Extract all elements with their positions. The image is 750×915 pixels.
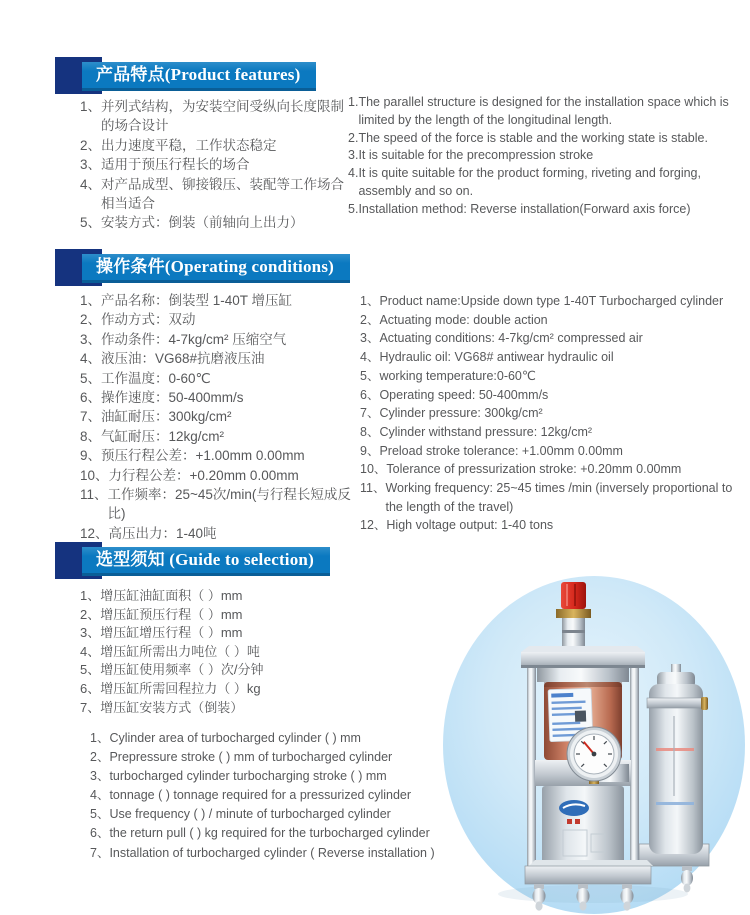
list-item [80,310,364,329]
item-number: 6、 [90,826,110,841]
item-text: Cylinder pressure: 300kg/cm² [379,406,543,421]
item-number: 1、 [90,731,110,745]
tie-rod-right [630,668,639,880]
item-number: 3、 [90,769,110,784]
list-item [90,767,488,786]
item-number: 3、 [80,157,102,173]
list-item [80,587,364,606]
item-text: Actuating mode: double action [379,312,548,327]
item-text: Installation method: Reverse installation(Forward axis force) [358,201,691,216]
item-number: 2. [348,130,359,145]
item-text: 高压出力：1-40吨 [108,525,217,541]
list-item [90,805,488,824]
item-text: 增压缸所需出力吨位（ ）吨 [100,643,260,659]
item-text: Preload stroke tolerance: +1.00mm 0.00mm [379,443,623,458]
list-item [360,404,742,423]
accumulator-tank [639,664,709,893]
item-number: 12、 [80,525,109,541]
item-number: 4. [348,166,359,181]
list-item [80,485,364,524]
item-number: 5、 [80,662,101,678]
list-item [80,155,350,174]
list-item [80,643,364,662]
item-text: Tolerance of pressurization stroke: +0.20mm 0.00mm [386,462,682,477]
list-item [360,479,742,516]
item-number: 10、 [360,462,387,477]
list-item [348,130,738,148]
item-number: 5、 [90,807,110,822]
item-number: 4、 [80,643,101,659]
item-number: 1. [348,95,359,109]
item-text: Use frequency ( ) / minute of turbocharged cylinder [109,807,391,822]
item-number: 8、 [80,428,102,444]
item-number: 5、 [80,370,102,386]
list-item [80,97,350,136]
list-item [348,94,738,130]
guide-selection-en-list [90,729,488,863]
brass-nut [556,609,591,618]
list-item [80,661,364,680]
item-number: 2、 [80,137,102,153]
operating-conditions-zh-list [80,291,364,543]
item-text: 增压缸增压行程（ ）mm [100,625,243,641]
item-number: 7、 [80,699,101,715]
product-features-zh-list [80,97,350,233]
item-text: 增压缸安装方式（倒装） [100,699,244,715]
list-item [90,786,488,805]
item-text: The speed of the force is stable and the working state is stable. [358,130,708,145]
item-text: 操作速度：50-400mm/s [101,390,244,406]
item-text: High voltage output: 1-40 tons [386,518,554,533]
list-item [90,824,488,843]
list-item [360,329,742,348]
foot-nipple [533,884,546,911]
booster-cylinder-illustration [443,576,745,914]
list-item [90,844,488,863]
item-text: Working frequency: 25~45 times /min (inversely proportional to the length of the travel) [385,481,733,514]
list-item [348,201,738,219]
product-features-en-list [348,94,738,219]
item-text: 增压缸所需回程拉力（ ）kg [100,680,261,696]
item-text: It is suitable for the precompression stroke [358,148,594,163]
tie-rod-left [527,668,536,880]
list-item [80,624,364,643]
item-text: It is quite suitable for the product forming, riveting and forging, assembly and so on. [358,166,701,198]
item-text: 气缸耐压：12kg/cm² [101,428,225,444]
list-item [80,524,364,543]
item-number: 9、 [360,443,380,458]
item-text: tonnage ( ) tonnage required for a pressurized cylinder [109,788,412,803]
item-number: 6、 [360,387,380,402]
item-number: 6、 [80,390,102,406]
item-number: 3、 [80,625,101,641]
item-number: 2、 [90,750,110,765]
head-block [537,668,629,682]
item-number: 7、 [360,406,380,421]
list-item [80,175,350,214]
item-text: 增压缸油缸面积（ ）mm [100,588,243,603]
item-text: 工作温度：0-60℃ [101,370,211,386]
item-number: 2、 [80,606,101,622]
guide-selection-zh-list [80,587,364,717]
list-item [360,292,742,311]
item-text: Cylinder area of turbocharged cylinder ( ) mm [109,731,361,745]
item-number: 4、 [360,350,380,365]
item-text: 并列式结构，为安装空间受纵向长度限制的场合设计 [101,99,345,134]
item-text: Cylinder withstand pressure: 12kg/cm² [379,424,593,439]
list-item [360,367,742,386]
item-text: Operating speed: 50-400mm/s [379,387,549,402]
list-item [360,423,742,442]
item-number: 7、 [90,845,110,860]
item-text: Prepressure stroke ( ) mm of turbocharged cylinder [109,750,393,765]
air-cylinder-body [542,786,624,866]
item-number: 4、 [90,788,110,803]
item-text: 液压油：VG68#抗磨液压油 [101,351,265,367]
list-item [80,427,364,446]
list-item [348,165,738,201]
item-number: 11、 [80,487,108,503]
item-text: 工作频率：25~45次/min(与行程长短成反比) [107,487,351,522]
item-text: 作动条件：4-7kg/cm² 压缩空气 [101,331,287,347]
item-text: 预压行程公差：+1.00mm 0.00mm [101,448,305,464]
item-text: 增压缸预压行程（ ）mm [100,606,243,622]
list-item [80,213,350,232]
list-item [80,407,364,426]
list-item [348,147,738,165]
section-title: 产品特点(Product features) [82,62,316,91]
item-number: 1、 [80,99,102,114]
item-text: the return pull ( ) kg required for the turbocharged cylinder [109,826,430,841]
item-text: working temperature:0-60℃ [379,368,536,383]
list-item [80,466,364,485]
list-item [80,699,364,718]
item-number: 6、 [80,680,101,696]
item-text: 油缸耐压：300kg/cm² [101,409,232,425]
item-number: 1、 [360,294,380,308]
list-item [80,606,364,625]
item-number: 3、 [80,331,102,347]
list-item [360,311,742,330]
item-number: 8、 [360,424,380,439]
item-number: 2、 [80,312,102,328]
top-flange-plate [521,646,645,668]
list-item [80,446,364,465]
section-title: 选型须知 (Guide to selection) [82,547,330,576]
section-title: 操作条件(Operating conditions) [82,254,350,283]
red-vent-cap-icon [561,582,586,609]
list-item [80,388,364,407]
item-text: 安装方式：倒装（前轴向上出力） [101,215,304,231]
item-text: 适用于预压行程长的场合 [101,157,250,173]
item-text: Actuating conditions: 4-7kg/cm² compressed air [379,331,643,346]
list-item [360,386,742,405]
item-text: 产品名称：倒装型 1-40T 增压缸 [101,293,293,308]
booster-cylinder-photo [443,576,745,914]
list-item [80,349,364,368]
list-item [90,729,488,748]
item-text: turbocharged cylinder turbocharging stroke ( ) mm [109,769,387,784]
list-item [360,442,742,461]
item-number: 1、 [80,588,101,603]
list-item [360,348,742,367]
item-number: 11、 [360,481,386,496]
item-text: 出力速度平稳，工作状态稳定 [101,137,277,153]
item-number: 4、 [80,176,102,192]
item-number: 2、 [360,312,380,327]
item-text: Hydraulic oil: VG68# antiwear hydraulic oil [379,350,614,365]
item-number: 7、 [80,409,102,425]
item-text: 对产品成型、铆接锻压、装配等工作场合相当适合 [101,176,345,212]
item-text: 力行程公差：+0.20mm 0.00mm [108,467,299,483]
item-number: 1、 [80,293,102,308]
list-item [80,369,364,388]
item-number: 4、 [80,351,102,367]
list-item [80,136,350,155]
accumulator-foot [681,866,693,893]
item-text: 增压缸使用频率（ ）次/分钟 [100,662,264,678]
item-text: Product name:Upside down type 1-40T Turbocharged cylinder [379,294,724,308]
item-number: 12、 [360,518,387,533]
item-number: 10、 [80,467,109,483]
list-item [90,748,488,767]
item-number: 3、 [360,331,380,346]
item-number: 5、 [360,368,380,383]
item-number: 3. [348,148,359,163]
item-number: 5、 [80,215,102,231]
item-text: The parallel structure is designed for the installation space which is limited by the length of the longitudinal length. [358,95,729,127]
list-item [80,330,364,349]
list-item [360,460,742,479]
operating-conditions-en-list [360,292,742,535]
list-item [80,291,364,310]
item-number: 5. [348,201,359,216]
list-item [80,680,364,699]
item-text: 作动方式：双动 [101,312,196,328]
item-number: 9、 [80,448,102,464]
list-item [360,516,742,535]
item-text: Installation of turbocharged cylinder ( Reverse installation ) [109,845,435,860]
